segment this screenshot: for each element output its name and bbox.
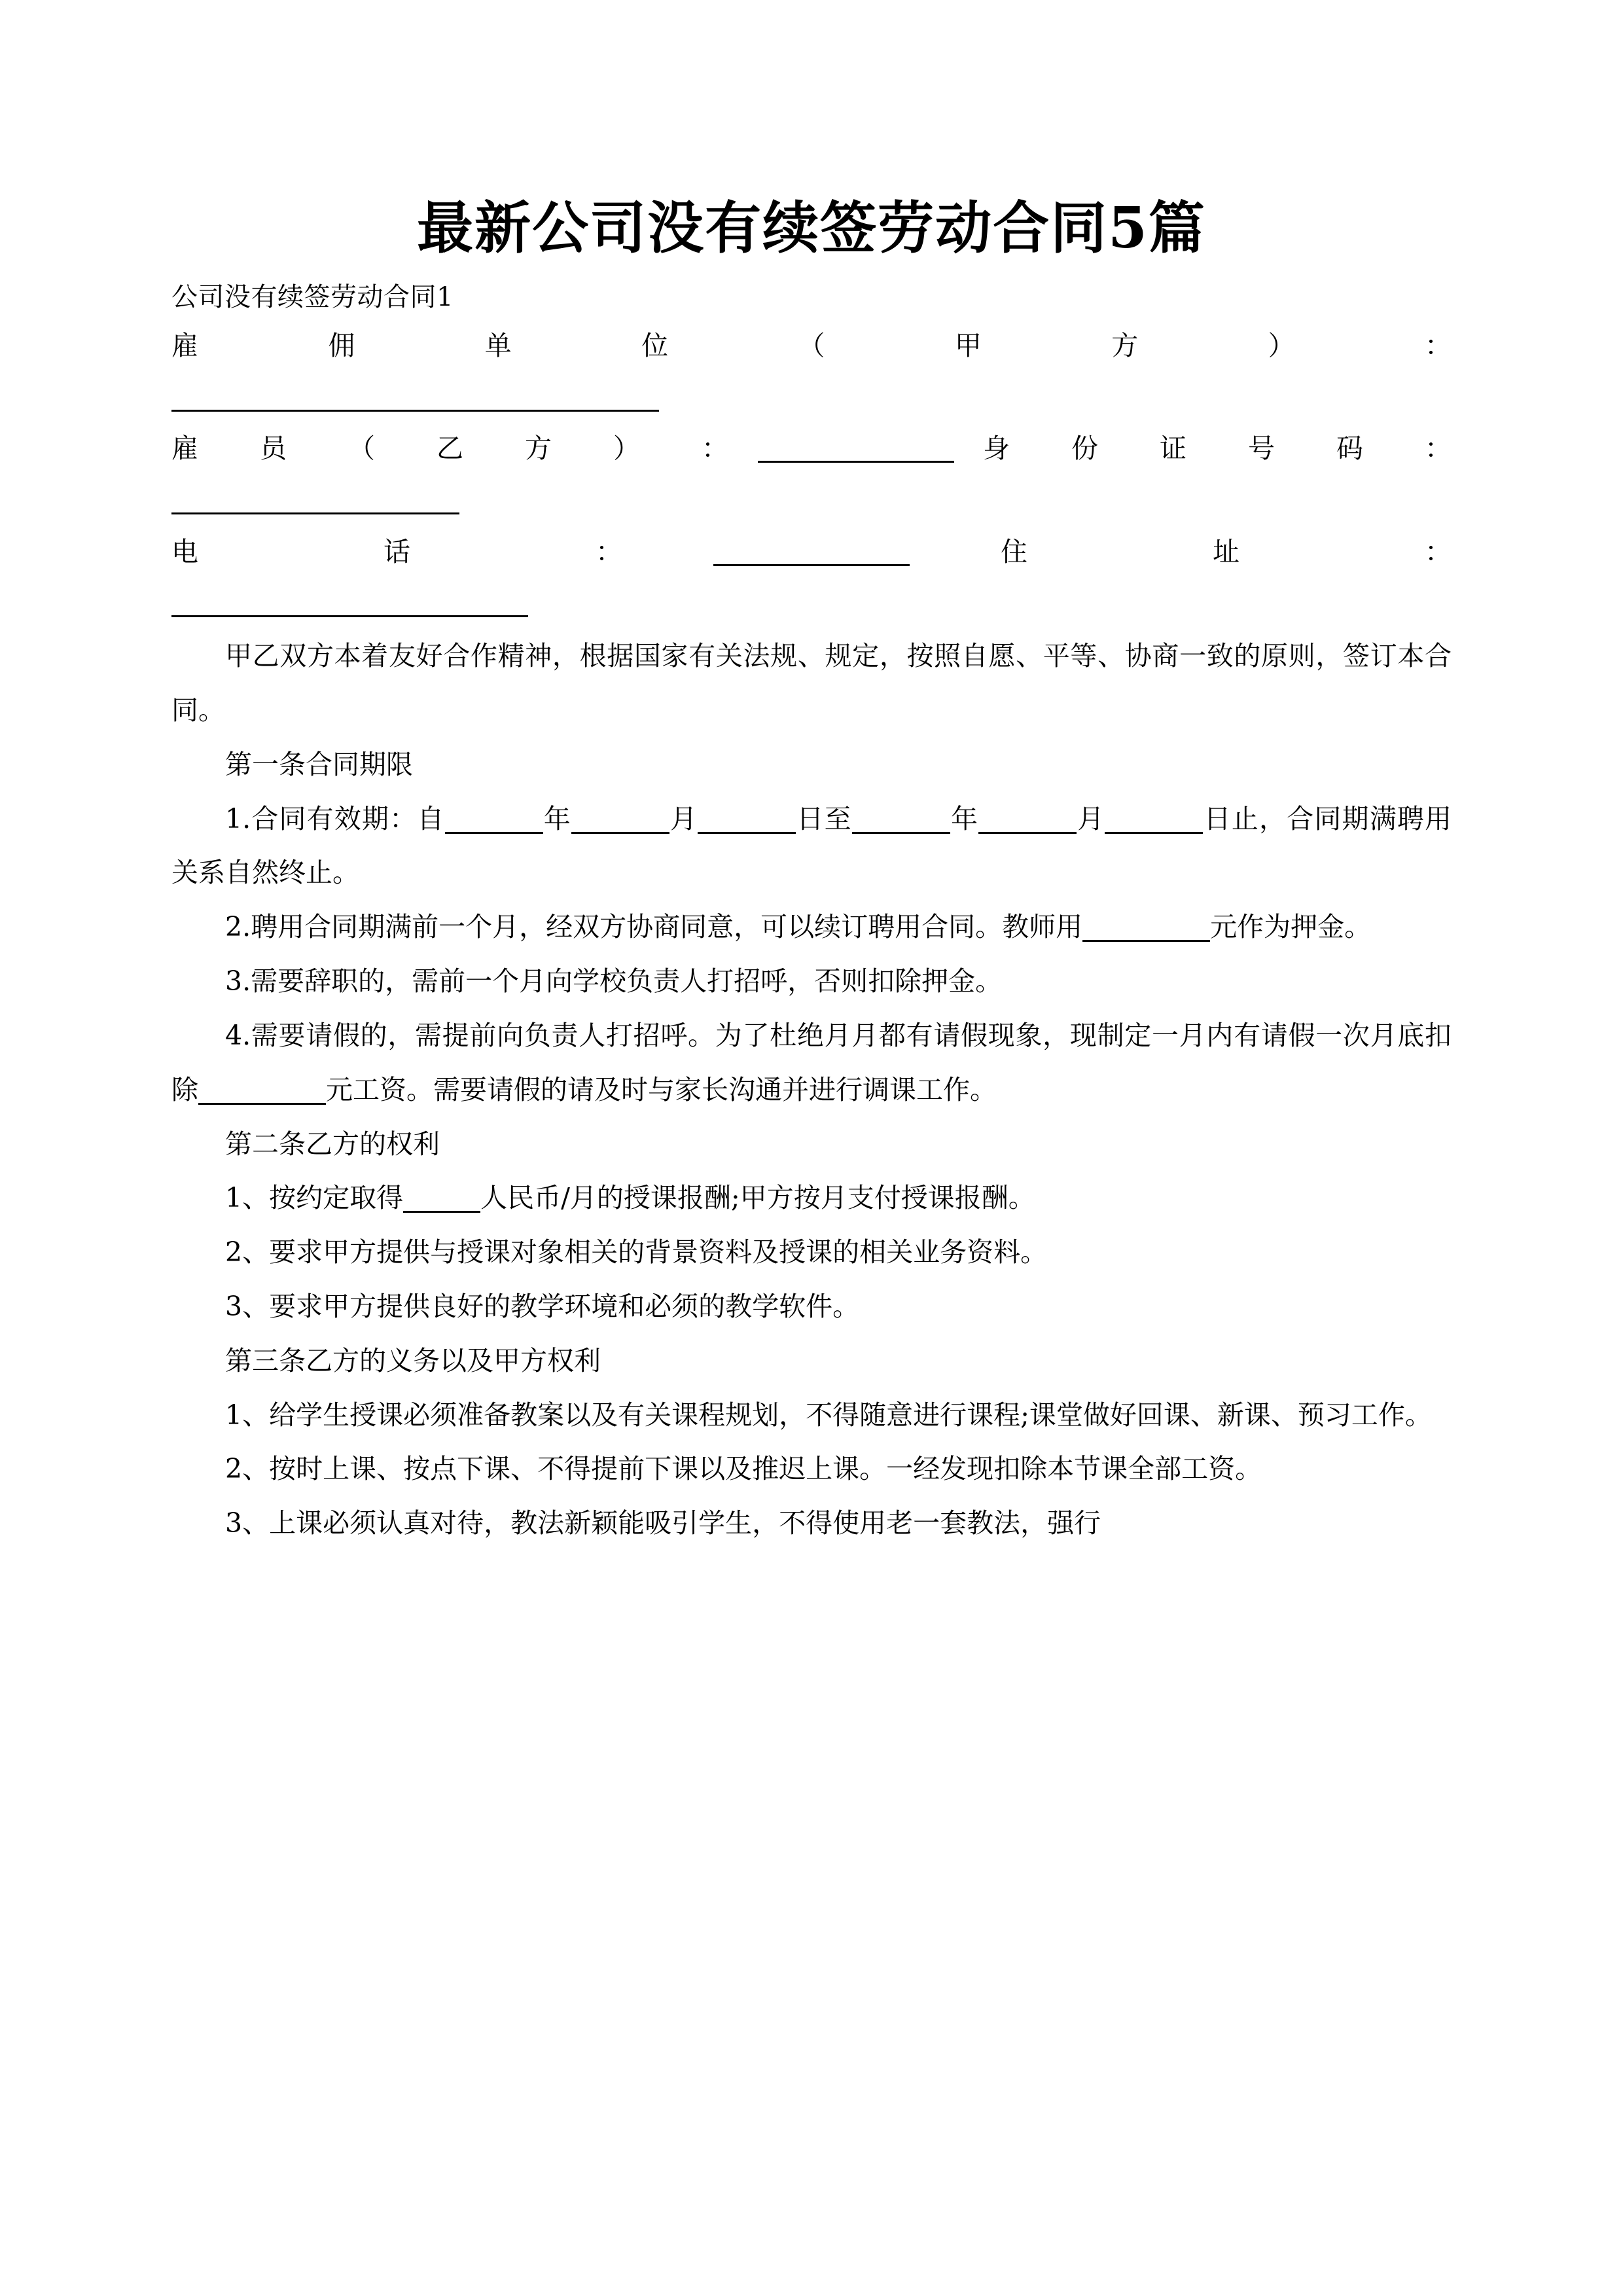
address-label: 住 址 ： xyxy=(912,535,1452,567)
section-2-item-1 xyxy=(171,1171,1452,1225)
salary-blank[interactable] xyxy=(403,1210,480,1213)
section-1-item-3: 3.需要辞职的，需前一个月向学校负责人打招呼，否则扣除押金。 xyxy=(225,965,1003,997)
item-text: 月 xyxy=(1077,802,1105,834)
item-text: 1.合同有效期：自 xyxy=(225,802,445,834)
day-blank-2[interactable] xyxy=(1105,831,1203,834)
section-1-item-4 xyxy=(171,1009,1452,1117)
page-title: 最新公司没有续签劳动合同5篇 xyxy=(417,195,1206,261)
item-text: 日至 xyxy=(796,802,852,834)
section-1-heading: 第一条合同期限 xyxy=(225,748,413,780)
phone-input-rule[interactable] xyxy=(713,564,910,566)
sub-heading: 公司没有续签劳动合同1 xyxy=(171,281,454,312)
id-input-rule[interactable] xyxy=(171,512,459,514)
section-2-item-3: 3、要求甲方提供良好的教学环境和必须的教学软件。 xyxy=(225,1290,860,1322)
leave-deduction-blank[interactable] xyxy=(198,1102,326,1105)
item-text: 年 xyxy=(543,802,571,834)
day-blank-1[interactable] xyxy=(698,831,796,834)
item-text: 4.需要请假的，需提前向负责人打招呼。为了杜绝月月都有请假现象，现制定一月内有请假一次月底扣除 xyxy=(171,1019,1452,1105)
item-text: 人民币/月的授课报酬;甲方按月支付授课报酬。 xyxy=(480,1182,1035,1214)
item-text: 年 xyxy=(950,802,979,834)
year-blank-1[interactable] xyxy=(445,831,543,834)
address-input-rule[interactable] xyxy=(171,615,528,617)
phone-label: 电 话 ： xyxy=(171,535,711,567)
employee-field-line xyxy=(171,423,1452,475)
section-3-item-1: 1、给学生授课必须准备教案以及有关课程规划，不得随意进行课程;课堂做好回课、新课、预习工作。 xyxy=(225,1399,1432,1431)
preamble-paragraph: 甲乙双方本着友好合作精神，根据国家有关法规、规定，按照自愿、平等、协商一致的原则，签订本合同。 xyxy=(171,640,1452,726)
id-label: 身 份 证 号 码 ： xyxy=(956,433,1452,465)
section-3-item-2: 2、按时上课、按点下课、不得提前下课以及推迟上课。一经发现扣除本节课全部工资。 xyxy=(225,1453,1262,1485)
employer-blank-line xyxy=(171,372,1452,423)
month-blank-1[interactable] xyxy=(571,831,669,834)
deposit-blank[interactable] xyxy=(1082,939,1210,942)
item-text: 元工资。需要请假的请及时与家长沟通并进行调课工作。 xyxy=(326,1073,997,1105)
employer-input-rule[interactable] xyxy=(171,410,659,412)
month-blank-2[interactable] xyxy=(978,831,1077,834)
item-text: 2.聘用合同期满前一个月，经双方协商同意，可以续订聘用合同。教师用 xyxy=(225,911,1083,943)
section-1-item-2 xyxy=(171,900,1452,954)
employee-label: 雇 员 （ 乙 方 ） ： xyxy=(171,433,755,465)
section-2-heading: 第二条乙方的权利 xyxy=(225,1128,440,1160)
section-1-item-1 xyxy=(171,792,1452,901)
phone-field-line xyxy=(171,526,1452,578)
employer-field-line xyxy=(171,320,1452,372)
employer-label: 雇 佣 单 位 （ 甲 方 ） ： xyxy=(171,329,1452,361)
address-blank-line xyxy=(171,577,1452,629)
id-blank-line xyxy=(171,475,1452,526)
item-text: 日止，合同期满聘用关系自然终止。 xyxy=(171,802,1452,889)
year-blank-2[interactable] xyxy=(852,831,950,834)
employee-input-rule[interactable] xyxy=(758,461,954,463)
item-text: 月 xyxy=(669,802,698,834)
item-text: 1、按约定取得 xyxy=(225,1182,404,1214)
section-3-item-3: 3、上课必须认真对待，教法新颖能吸引学生，不得使用老一套教法，强行 xyxy=(225,1507,1101,1539)
section-3-heading: 第三条乙方的义务以及甲方权利 xyxy=(225,1344,601,1376)
item-text: 元作为押金。 xyxy=(1210,911,1372,943)
section-2-item-2: 2、要求甲方提供与授课对象相关的背景资料及授课的相关业务资料。 xyxy=(225,1236,1048,1268)
